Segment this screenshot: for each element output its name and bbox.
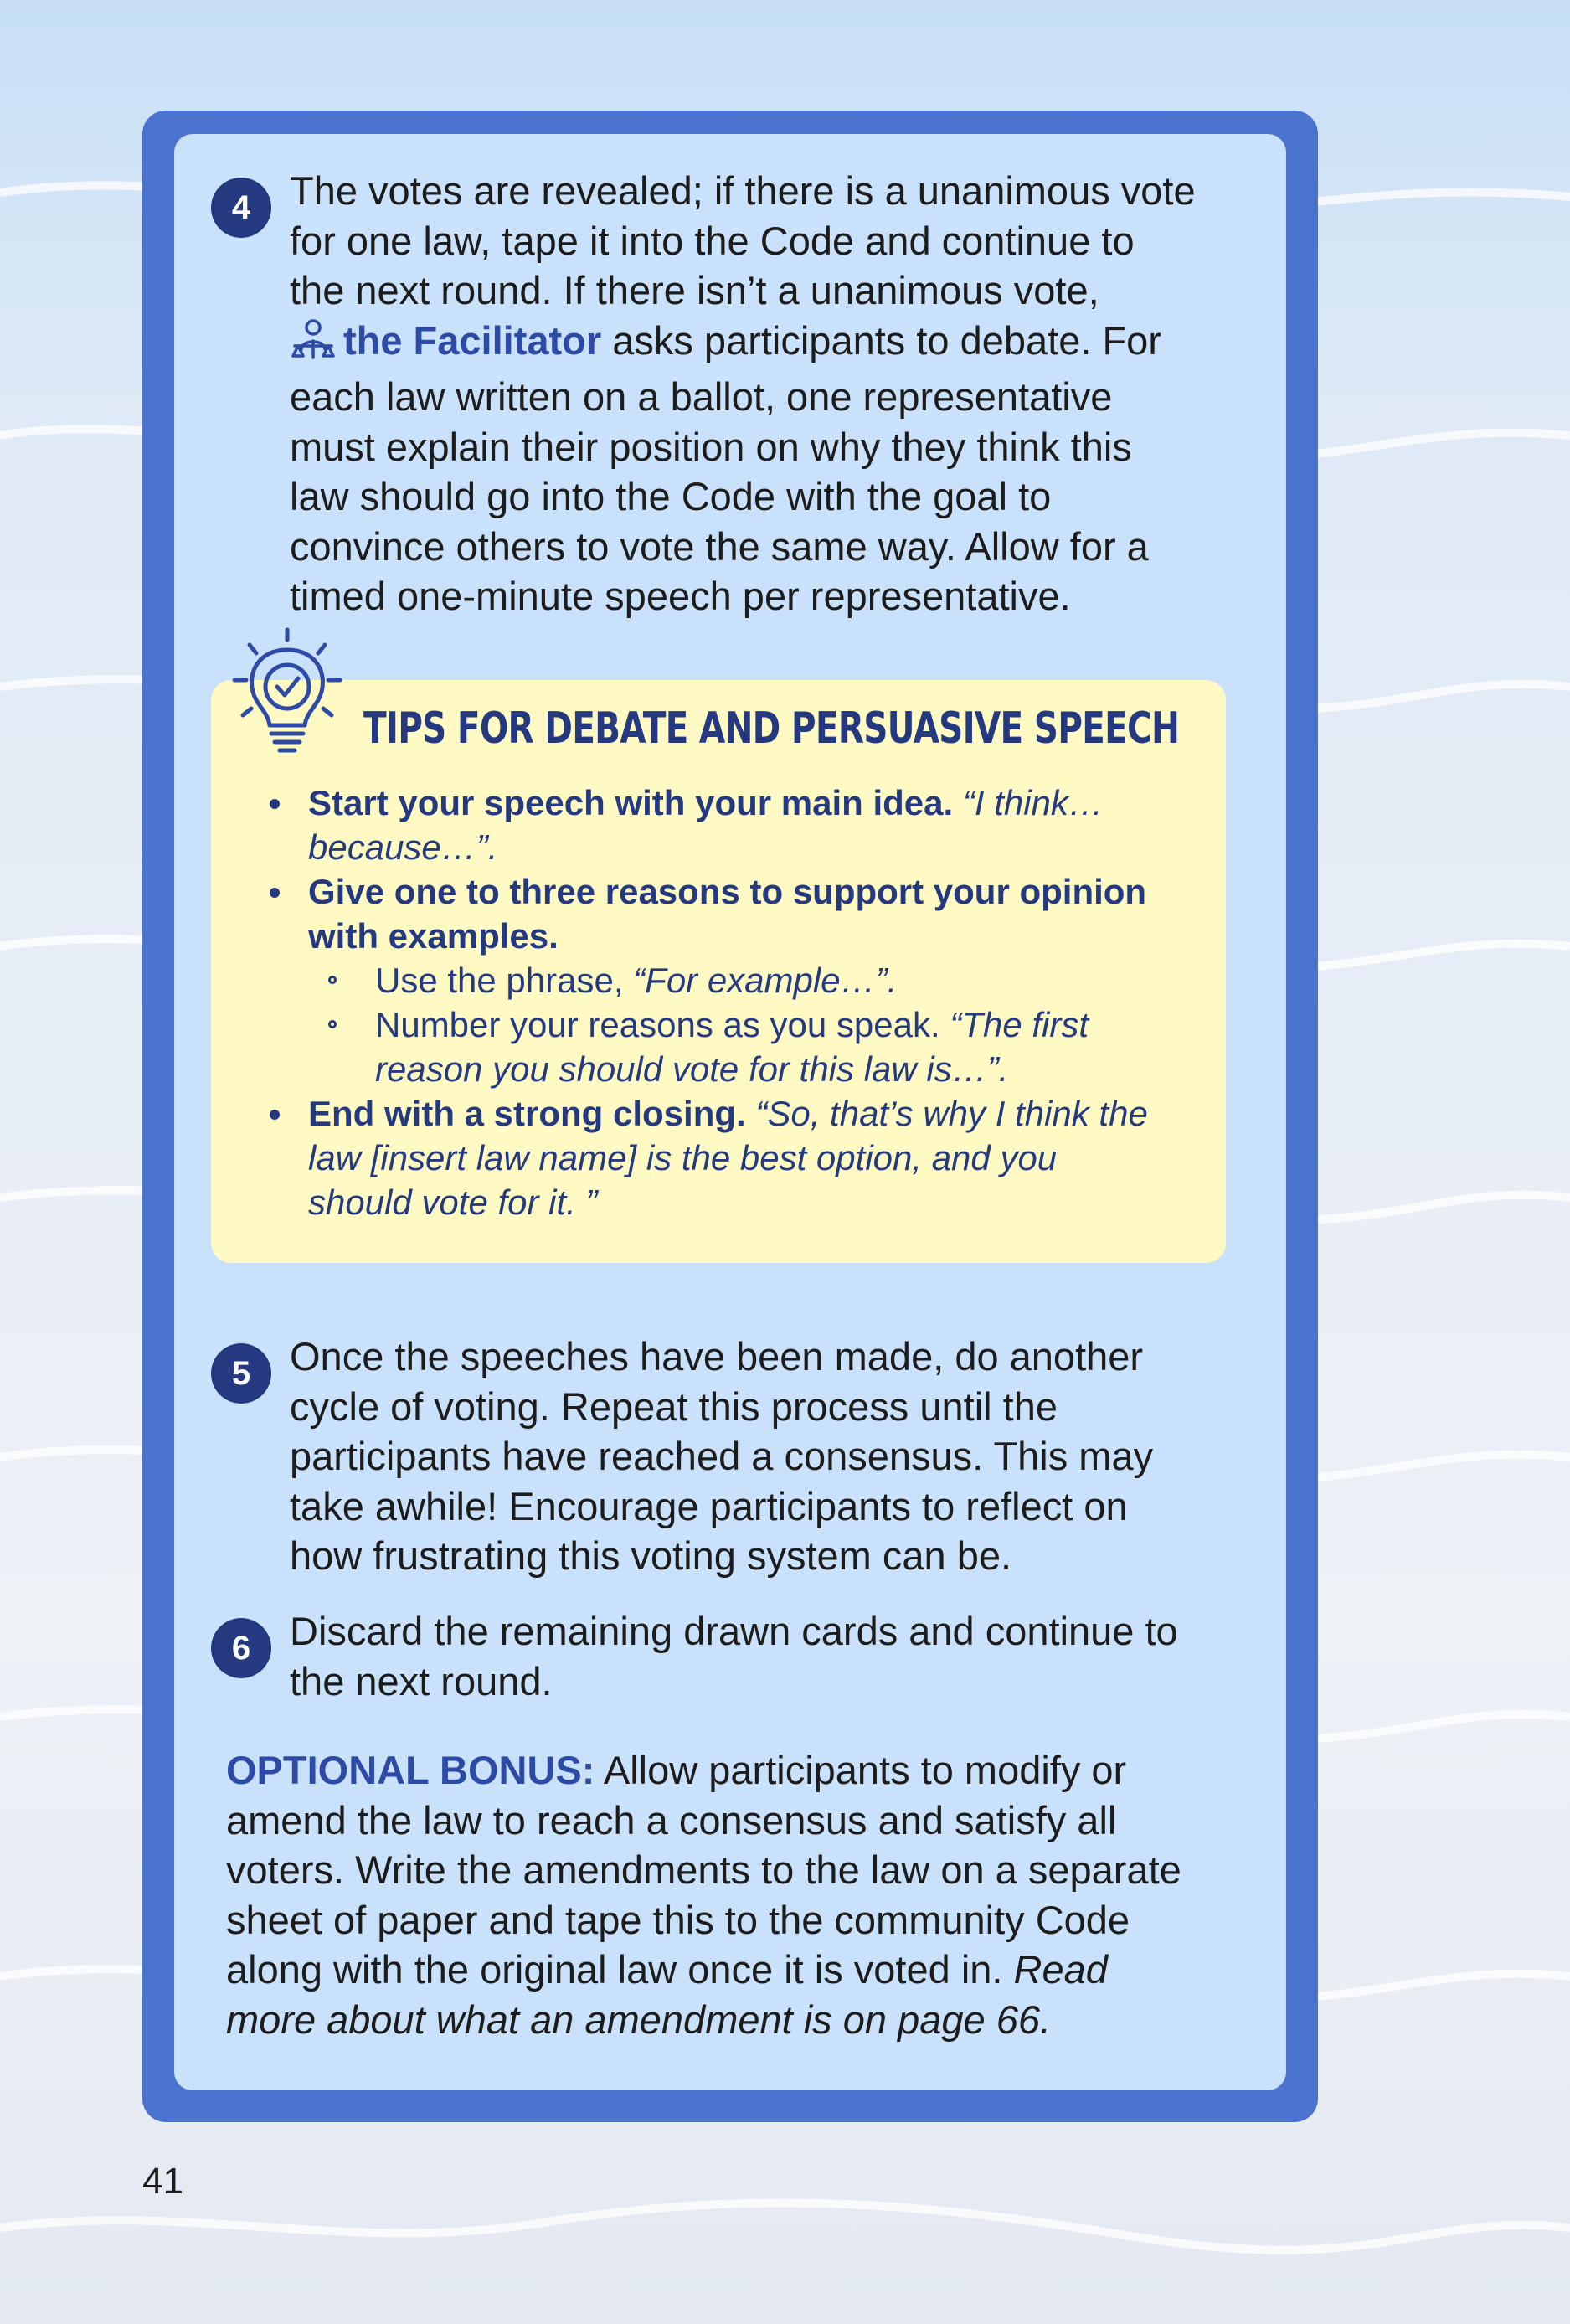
step-number-badge: 5 [211, 1343, 271, 1404]
page-reference-text: Read [1013, 1947, 1108, 1992]
step-number-badge: 4 [211, 178, 271, 238]
text-line: convince others to vote the same way. Allow for a [290, 523, 1149, 569]
facilitator-icon [290, 317, 337, 373]
lightbulb-check-icon [224, 621, 350, 772]
text-line: must explain their position on why they think this [290, 424, 1132, 469]
text-line: the next round. [290, 1658, 553, 1703]
tips-title: TIPS FOR DEBATE AND PERSUASIVE SPEECH [363, 703, 1180, 754]
text-line: amend the law to reach a consensus and satisfy all [226, 1797, 1117, 1842]
tip-italic-text: “For example…”. [633, 961, 898, 1000]
tip-text: Use the phrase, [375, 961, 634, 1000]
step-4-text [290, 166, 1261, 621]
text-line: for one law, tape it into the Code and continue to [290, 218, 1135, 263]
tip-bold-text: with examples. [308, 916, 559, 956]
tip-bold-text: End with a strong closing. [308, 1094, 746, 1133]
text-line [290, 316, 1261, 373]
tips-box [211, 680, 1226, 1263]
sub-bullet [328, 976, 337, 984]
step-number-badge: 6 [211, 1618, 271, 1678]
list-item [258, 781, 1196, 869]
text-span: Allow participants to modify or [595, 1748, 1127, 1792]
step-6-text [290, 1606, 1261, 1706]
sub-bullet [328, 1020, 337, 1028]
content-card [174, 134, 1286, 2090]
bonus-label: OPTIONAL BONUS: [226, 1748, 595, 1792]
text-line: Once the speeches have been made, do another [290, 1334, 1144, 1378]
text-line: how frustrating this voting system can be. [290, 1533, 1012, 1578]
tip-italic-text: should vote for it. ” [308, 1183, 598, 1222]
tip-bold-text: Give one to three reasons to support your opinion [308, 872, 1147, 911]
page-reference-text: more about what an amendment is on page 66. [226, 1997, 1052, 2042]
tip-italic-text: “I think… [953, 783, 1104, 822]
bullet [270, 888, 280, 898]
text-line: cycle of voting. Repeat this process until the [290, 1384, 1058, 1429]
text-line: timed one-minute speech per representative. [290, 574, 1071, 618]
list-item [258, 1091, 1196, 1224]
tip-italic-text: “So, that’s why I think the [745, 1094, 1148, 1133]
text-line: The votes are revealed; if there is a unanimous vote [290, 168, 1196, 213]
text-line: law should go into the Code with the goal to [290, 474, 1052, 518]
text-line: Discard the remaining drawn cards and continue to [290, 1609, 1178, 1653]
tip-italic-text: “The first [950, 1005, 1089, 1044]
text-span: along with the original law once it is voted in. [226, 1947, 1014, 1992]
list-item [258, 869, 1196, 958]
facilitator-role: the Facilitator [343, 317, 602, 363]
text-span: asks participants to debate. For [601, 317, 1161, 363]
text-line: each law written on a ballot, one representative [290, 374, 1113, 419]
step-5-text [290, 1332, 1261, 1581]
tip-italic-text: because…”. [308, 827, 498, 867]
tips-list [258, 781, 1196, 1224]
sub-list-item [258, 1002, 1196, 1091]
bullet [270, 799, 280, 809]
page-number: 41 [142, 2161, 183, 2202]
tip-bold-text: Start your speech with your main idea. [308, 783, 954, 822]
sub-list-item [258, 958, 1196, 1002]
tip-italic-text: law [insert law name] is the best option, and you [308, 1138, 1058, 1177]
content-card-frame [142, 111, 1318, 2122]
text-line: the next round. If there isn’t a unanimous vote, [290, 268, 1099, 312]
text-line: take awhile! Encourage participants to reflect on [290, 1483, 1128, 1528]
text-line: participants have reached a consensus. This may [290, 1434, 1154, 1478]
tip-text: Number your reasons as you speak. [375, 1005, 950, 1044]
text-line: sheet of paper and tape this to the community Code [226, 1897, 1130, 1942]
text-line: voters. Write the amendments to the law on a separate [226, 1847, 1181, 1892]
tip-italic-text: reason you should vote for this law is…”. [375, 1049, 1009, 1089]
optional-bonus [226, 1745, 1248, 2044]
bullet [270, 1110, 280, 1120]
